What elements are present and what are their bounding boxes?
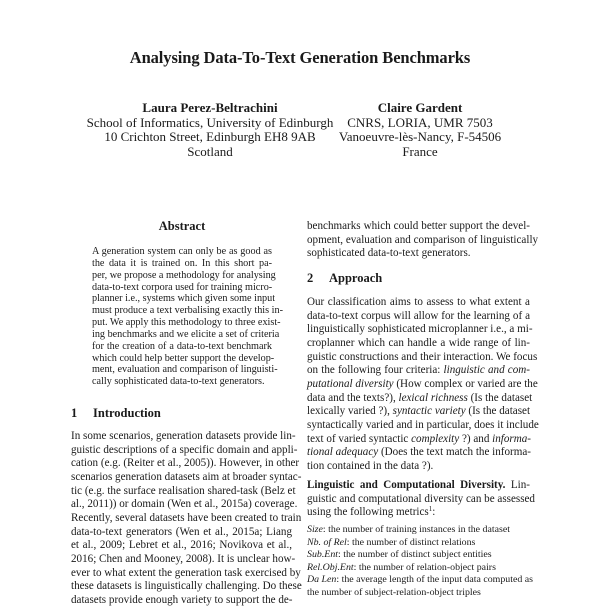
text-line: cally sophisticated data-to-text generators. [92,376,265,388]
metric-item [307,549,530,562]
author-name: Claire Gardent [377,100,463,115]
section-title: Approach [329,271,383,285]
approach-body [307,296,539,474]
author-block-2 [320,101,520,159]
abstract-body [92,246,283,388]
author-country: France [402,143,438,159]
emphasis: putational diversity [307,377,394,390]
text-line: must produce a text verbalising exactly this in- [92,305,283,317]
text-line: Recently, several datasets have been created to train [71,511,302,524]
text-line [307,446,530,460]
author-name: Laura Perez-Beltrachini [142,100,278,115]
metric-description-continued: the number of subject-relation-object triples [307,586,481,598]
metric-item [307,524,530,537]
text-line [307,296,530,310]
text-run: ?) and [459,432,493,445]
emphasis: complexity [411,432,460,445]
text-line: for the creation of a data-to-text benchmark [92,340,272,352]
text-line [307,391,533,406]
metrics-list [307,524,533,600]
section-number: 1 [71,406,78,420]
text-run: linguistically sophisticated microplanner i.e., a mi- [307,323,533,336]
text-line: A generation system can only be as good as [92,246,272,257]
metric-term: Rel.Obj.Ent [307,561,354,573]
text-line: opment, evaluation and comparison of linguistically [307,233,539,246]
text-line [307,310,530,324]
text-line: Linguistic and Computational Diversity. Lin- [307,479,531,491]
emphasis: linguistic and com- [443,364,530,377]
section-heading-approach [307,271,382,286]
text-run: on the following four criteria: [307,364,444,377]
text-run: tion contained in the data ?). [307,459,434,472]
text-line: al., 2011)) or domain (Wen et al., 2015a) coverage. [71,498,298,511]
text-line: data-to-text generators (Wen et al., 2015a; Liang [71,525,292,538]
text-line: per, we propose a methodology for analysing [92,269,276,281]
text-line: these datasets is linguistically challenging. Do these [71,580,302,593]
text-run: guistic constructions and their interaction. We focus [307,350,538,363]
text-line [307,350,538,365]
author-address: Vanoeuvre-lès-Nancy, F-54506 [338,129,502,145]
introduction-continuation [307,220,539,261]
text-line [307,377,538,392]
text-line [307,337,530,351]
text-line: ing benchmarks and we elicite a set of criteria [92,328,280,340]
text-line: 2016; Chen and Mooney, 2008). It is unclear how- [71,552,296,565]
text-run: lexically varied ?), [307,405,393,418]
text-run: (How complex or varied are the [393,377,538,390]
text-line: benchmarks which could better support the devel- [307,220,530,232]
metric-item [307,537,530,550]
emphasis: lexical richness [398,391,468,404]
text-line: In some scenarios, generation datasets provide lin- [71,430,296,442]
text-line: put. We apply this methodology to three exist- [92,317,281,329]
text-line: scenarios generation datasets aim at broader syntac- [71,470,302,483]
metric-description: : the average length of the input data computed as [336,574,533,586]
introduction-body [71,430,302,608]
text-line: the data it is trained on. In this short pa- [92,257,272,269]
text-line: ment, evaluation and comparison of linguisti- [92,364,278,376]
paper-title: Analysing Data-To-Text Generation Benchmarks [129,48,471,67]
text-run: text of varied syntactic [307,432,412,445]
author-address: 10 Crichton Street, Edinburgh EH8 9AB [104,129,316,145]
text-run: (Is the dataset [465,405,531,418]
text-run: (Does the text match the informa- [378,446,531,459]
author-country: Scotland [187,143,233,159]
emphasis: syntactic variety [392,405,466,418]
metric-term: Nb. of Rel [307,536,347,548]
author-affiliation: CNRS, LORIA, UMR 7503 [347,114,493,130]
section-heading-introduction [71,406,161,421]
section-title: Introduction [93,406,161,420]
text-line: data-to-text corpora used for training micro- [92,281,273,293]
text-run: Our classification aims to assess to what extent a [307,296,530,308]
metric-item [307,562,530,575]
metric-description: : the number of training instances in the dataset [322,524,510,535]
text-line [307,364,530,378]
text-line [307,405,530,419]
metric-description: : the number of distinct relations [346,536,476,548]
emphasis: tional adequacy [307,446,379,459]
text-line: et al., 2009; Lebret et al., 2016; Novikova et al., [71,539,292,552]
metric-item [307,574,533,587]
text-line [307,460,530,474]
text-line: cation (e.g. (Reiter et al., 2005)). However, in other [71,457,300,470]
metric-description: : the number of distinct subject entities [338,549,492,561]
text-run: data and the texts?), [307,391,399,404]
metric-term: Sub.Ent [307,549,338,561]
section-number: 2 [307,271,314,285]
text-run: croplanner which can handle a wide range of lin- [307,336,530,349]
text-line: guistic descriptions of a specific domain and appli- [71,443,298,456]
emphasis: informa- [492,432,531,445]
metric-term: Size [307,524,323,535]
text-line: using the following metrics$^1$: [307,505,436,519]
text-line: ever to what extent the generation task exercised by [71,566,301,579]
text-line: planner i.e., systems which given some input [92,293,276,305]
author-block-1 [80,101,340,159]
abstract-heading: Abstract [158,219,206,233]
footnote-mark[interactable]: 1 [428,505,433,514]
text-run: (Is the dataset [467,391,533,404]
metric-description: : the number of relation-object pairs [353,561,496,573]
text-line [307,323,533,337]
text-line: guistic and computational diversity can be assessed [307,492,535,505]
text-line: sophisticated data-to-text generators. [307,247,471,260]
text-line: tic (e.g. the surface realisation shared-task (Belz et [71,484,296,497]
author-affiliation: School of Informatics, University of Edinburgh [86,114,334,130]
metric-term: Da Len [307,574,337,586]
text-line [307,418,539,433]
text-run: syntactically varied and in particular, does it include [307,418,539,431]
text-line: datasets provide enough variety to support the de- [71,593,293,606]
text-run: data-to-text corpus will allow for the learning of a [307,309,530,322]
paragraph-heading: Linguistic and Computational Diversity. [307,479,506,491]
text-line [307,433,530,447]
diversity-paragraph [307,479,535,520]
text-line: which could help better support the develop- [92,352,275,364]
